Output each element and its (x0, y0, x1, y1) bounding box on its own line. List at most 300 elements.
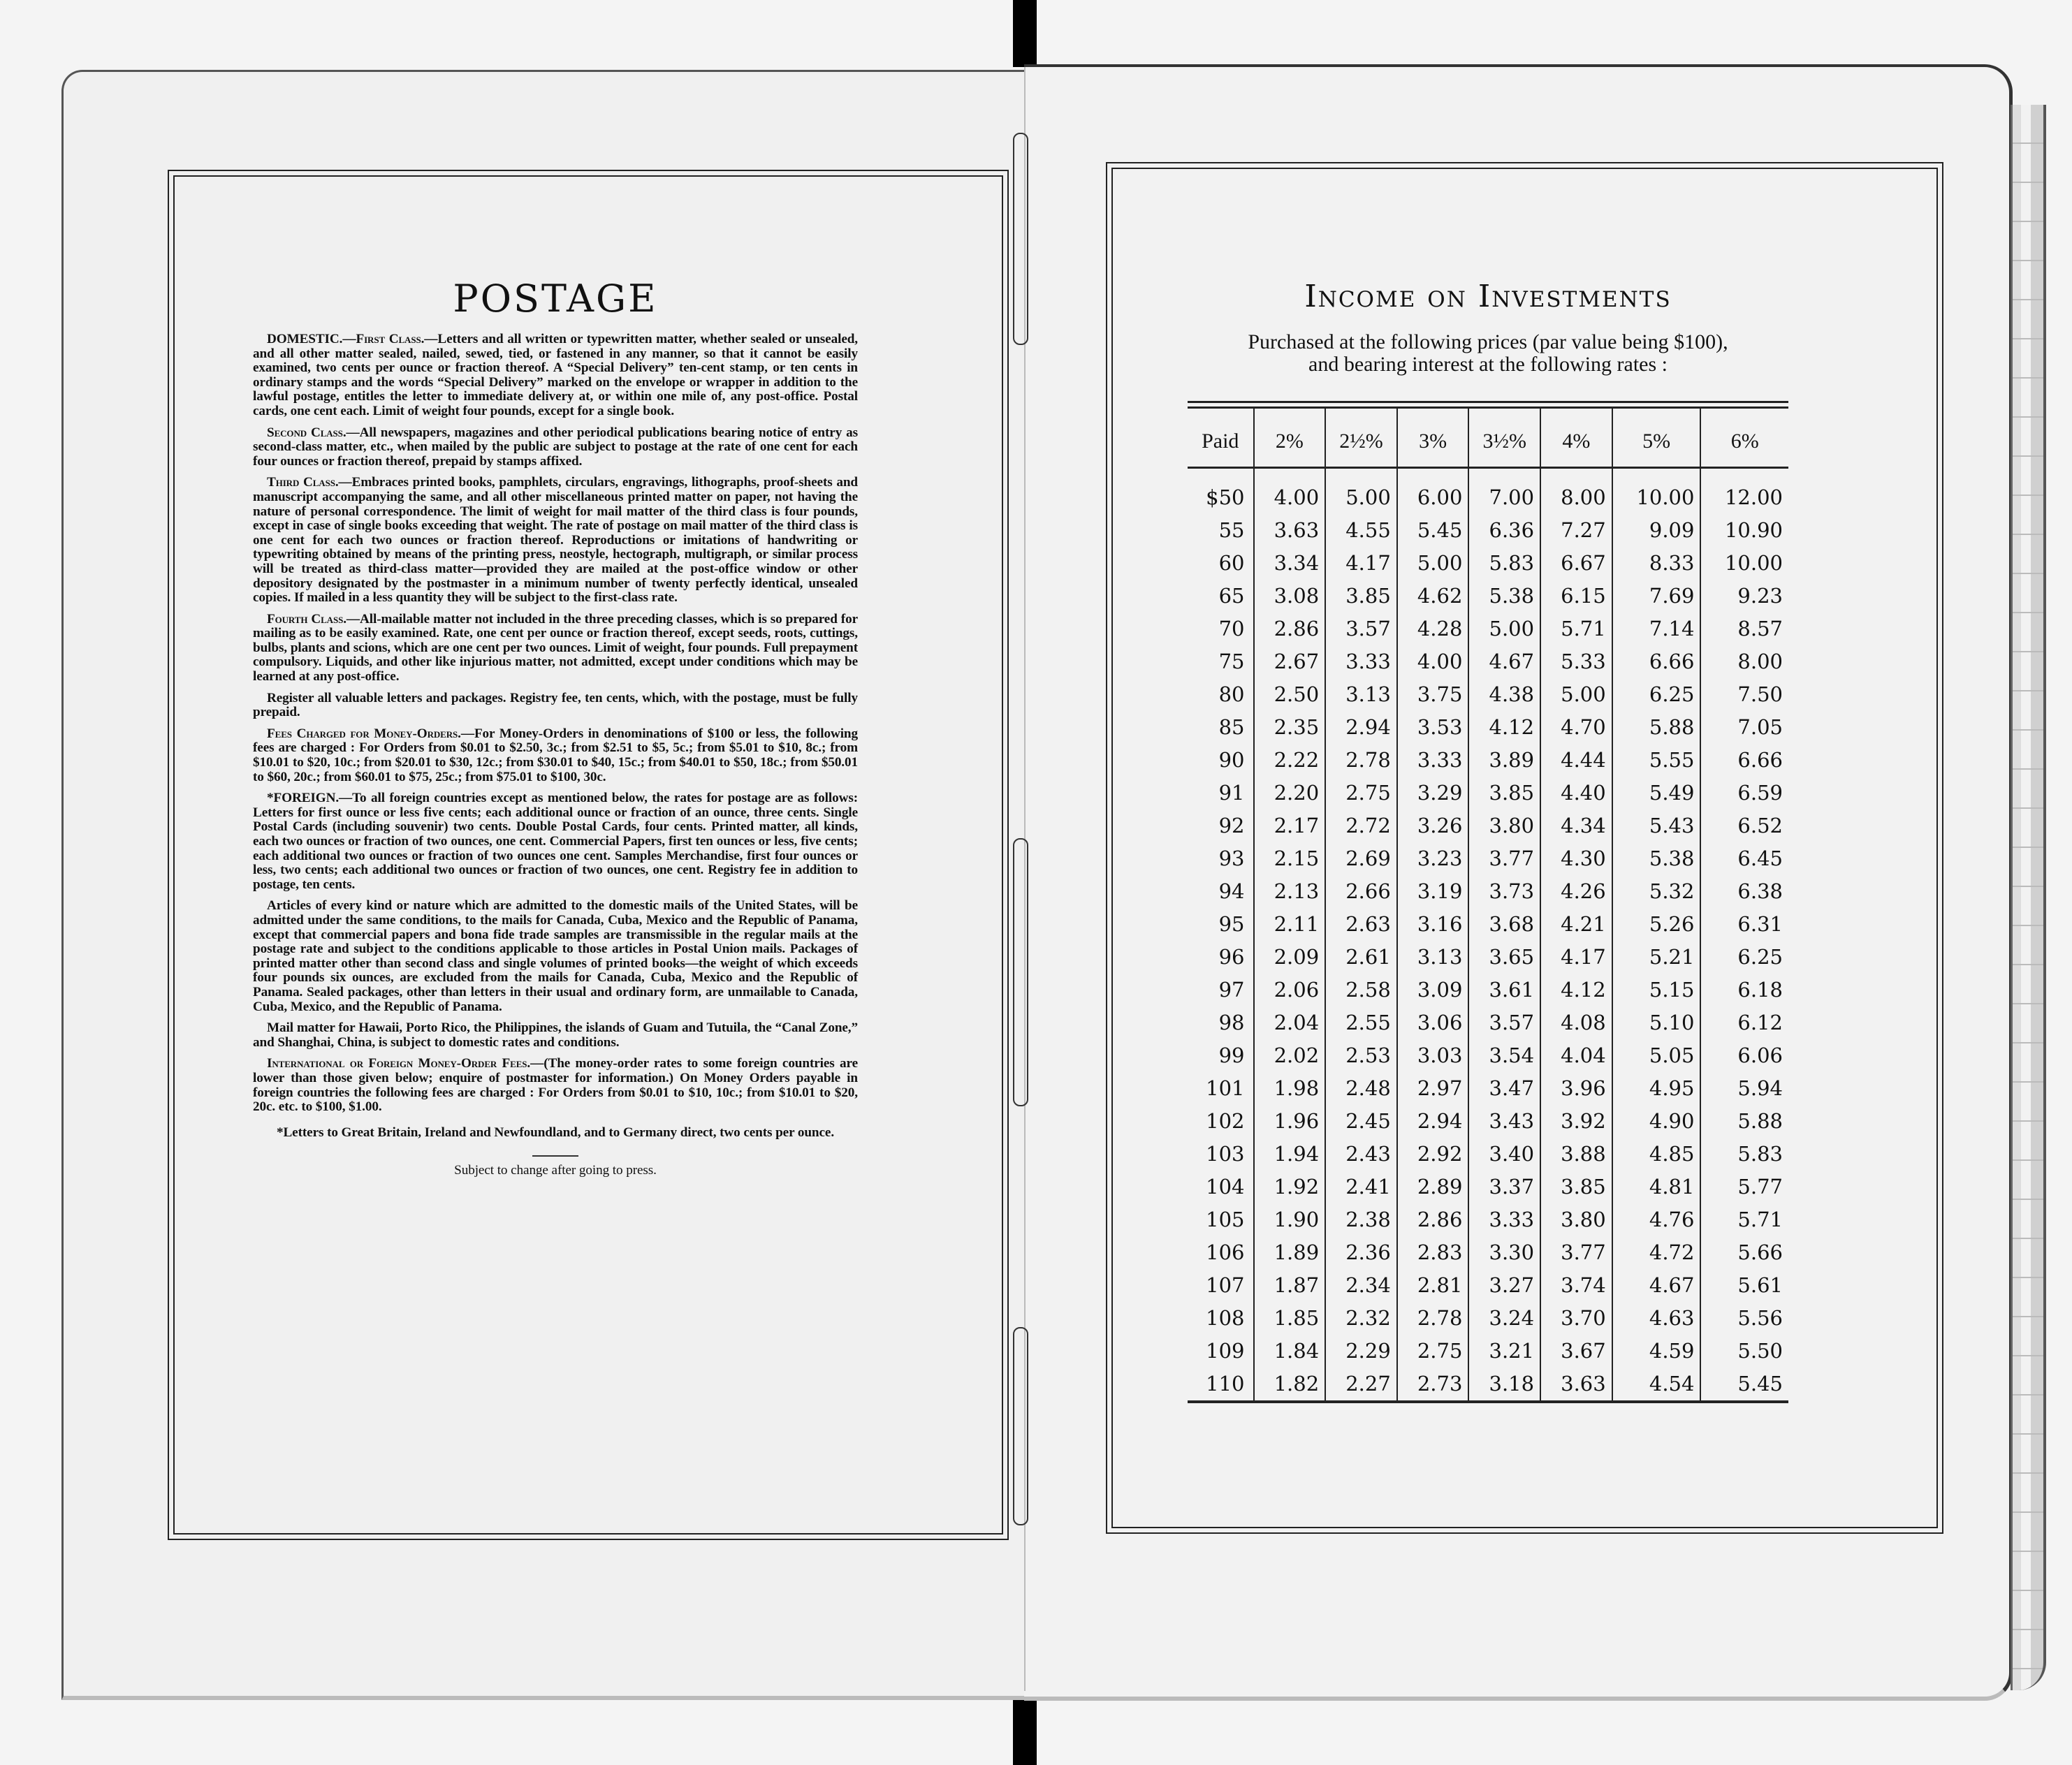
income-cell: 5.71 (1700, 1203, 1788, 1236)
price-paid-cell: 75 (1218, 650, 1245, 673)
income-cell: 3.65 (1468, 941, 1540, 974)
income-cell: 7.27 (1540, 514, 1612, 547)
income-cell: 4.21 (1540, 908, 1612, 941)
income-cell: 1.90 (1254, 1203, 1326, 1236)
postage-paragraph (253, 1021, 858, 1050)
income-cell: 6.45 (1700, 842, 1788, 875)
table-row (1188, 1039, 1788, 1072)
income-cell: 3.33 (1397, 744, 1469, 777)
postage-paragraph (253, 332, 858, 419)
income-cell: 7.05 (1700, 711, 1788, 744)
income-cell: 2.61 (1325, 941, 1397, 974)
income-cell: 5.32 (1612, 875, 1701, 908)
price-paid-cell: 102 (1206, 1109, 1245, 1133)
income-cell: 3.40 (1468, 1138, 1540, 1171)
income-cell: 5.15 (1612, 974, 1701, 1006)
income-cell: 6.12 (1700, 1006, 1788, 1039)
income-cell: 3.29 (1397, 777, 1469, 810)
page-edges (2011, 105, 2046, 1690)
table-row (1188, 974, 1788, 1006)
income-cell: 5.88 (1700, 1105, 1788, 1138)
income-cell: 2.86 (1397, 1203, 1469, 1236)
income-cell: 5.77 (1700, 1171, 1788, 1203)
income-cell: 5.43 (1612, 810, 1701, 842)
income-cell: 2.66 (1325, 875, 1397, 908)
income-cell: 2.72 (1325, 810, 1397, 842)
price-paid-cell: 55 (1218, 518, 1245, 542)
income-cell: 4.38 (1468, 678, 1540, 711)
income-cell: 3.16 (1397, 908, 1469, 941)
income-cell: 6.00 (1397, 468, 1469, 515)
income-cell: 6.06 (1700, 1039, 1788, 1072)
income-cell: 2.81 (1397, 1269, 1469, 1302)
income-cell: 2.38 (1325, 1203, 1397, 1236)
price-paid-cell: 96 (1218, 945, 1245, 969)
income-cell: 4.70 (1540, 711, 1612, 744)
table-row (1188, 1269, 1788, 1302)
table-row (1188, 1203, 1788, 1236)
income-cell: 2.22 (1254, 744, 1326, 777)
income-cell: 4.00 (1254, 468, 1326, 515)
income-cell: 5.66 (1700, 1236, 1788, 1269)
income-cell: 2.43 (1325, 1138, 1397, 1171)
income-cell: 2.89 (1397, 1171, 1469, 1203)
income-cell: 2.92 (1397, 1138, 1469, 1171)
price-paid-cell: $50 (1206, 485, 1245, 509)
income-cell: 5.45 (1397, 514, 1469, 547)
income-cell: 2.58 (1325, 974, 1397, 1006)
income-cell: 8.00 (1700, 645, 1788, 678)
income-cell: 9.09 (1612, 514, 1701, 547)
income-cell: 2.94 (1397, 1105, 1469, 1138)
income-cell: 4.04 (1540, 1039, 1612, 1072)
table-row (1188, 1006, 1788, 1039)
price-paid-cell: 95 (1218, 912, 1245, 936)
income-cell: 1.87 (1254, 1269, 1326, 1302)
paragraph-text: All newspapers, magazines and other periodical publications bearing notice of entry as second-class matter, etc., when mailed by the public are subject to postage at the rate of one cent for each four ounces or fraction thereof, prepaid by stamps affixed. (253, 425, 858, 469)
income-cell: 4.44 (1540, 744, 1612, 777)
income-cell: 5.38 (1468, 580, 1540, 613)
income-cell: 2.13 (1254, 875, 1326, 908)
income-table (1188, 409, 1788, 1400)
income-cell: 3.13 (1325, 678, 1397, 711)
income-cell: 6.25 (1700, 941, 1788, 974)
income-cell: 3.09 (1397, 974, 1469, 1006)
price-paid-cell: 103 (1206, 1142, 1245, 1166)
income-cell: 6.18 (1700, 974, 1788, 1006)
price-paid-cell: 109 (1206, 1339, 1245, 1363)
income-cell: 2.53 (1325, 1039, 1397, 1072)
postage-paragraph (253, 1057, 858, 1114)
divider (532, 1155, 578, 1157)
income-cell: 9.23 (1700, 580, 1788, 613)
income-cell: 1.98 (1254, 1072, 1326, 1105)
income-cell: 8.00 (1540, 468, 1612, 515)
income-cell: 2.97 (1397, 1072, 1469, 1105)
income-cell: 2.27 (1325, 1368, 1397, 1400)
income-cell: 4.85 (1612, 1138, 1701, 1171)
income-cell: 3.85 (1540, 1171, 1612, 1203)
income-cell: 4.62 (1397, 580, 1469, 613)
table-row (1188, 908, 1788, 941)
income-cell: 1.92 (1254, 1171, 1326, 1203)
income-cell: 3.18 (1468, 1368, 1540, 1400)
income-cell: 2.15 (1254, 842, 1326, 875)
income-cell: 3.74 (1540, 1269, 1612, 1302)
table-row (1188, 875, 1788, 908)
paragraph-lead: Fees Charged for Money-Orders.— (267, 726, 474, 741)
income-cell: 2.45 (1325, 1105, 1397, 1138)
income-cell: 3.96 (1540, 1072, 1612, 1105)
income-cell: 5.94 (1700, 1072, 1788, 1105)
income-cell: 2.78 (1397, 1302, 1469, 1335)
price-paid-cell: 104 (1206, 1175, 1245, 1199)
income-cell: 3.77 (1540, 1236, 1612, 1269)
income-cell: 3.85 (1468, 777, 1540, 810)
income-cell: 2.20 (1254, 777, 1326, 810)
income-cell: 2.73 (1397, 1368, 1469, 1400)
income-cell: 4.08 (1540, 1006, 1612, 1039)
income-cell: 2.63 (1325, 908, 1397, 941)
income-cell: 3.37 (1468, 1171, 1540, 1203)
income-cell: 5.21 (1612, 941, 1701, 974)
income-cell: 5.83 (1468, 547, 1540, 580)
income-cell: 4.17 (1325, 547, 1397, 580)
income-cell: 4.28 (1397, 613, 1469, 645)
income-cell: 5.61 (1700, 1269, 1788, 1302)
binding-tape-bottom (1013, 1692, 1037, 1765)
price-paid-cell: 108 (1206, 1306, 1245, 1330)
table-row (1188, 1368, 1788, 1400)
table-row (1188, 744, 1788, 777)
binding-stitch (1013, 133, 1028, 345)
postage-title: POSTAGE (453, 277, 658, 321)
income-cell: 2.09 (1254, 941, 1326, 974)
income-cell: 5.50 (1700, 1335, 1788, 1368)
price-paid-cell: 105 (1206, 1208, 1245, 1231)
table-row (1188, 1335, 1788, 1368)
income-cell: 2.36 (1325, 1236, 1397, 1269)
income-cell: 3.53 (1397, 711, 1469, 744)
income-cell: 1.85 (1254, 1302, 1326, 1335)
income-cell: 2.29 (1325, 1335, 1397, 1368)
income-cell: 4.54 (1612, 1368, 1701, 1400)
income-cell: 1.84 (1254, 1335, 1326, 1368)
postage-paragraph (253, 899, 858, 1014)
income-cell: 2.75 (1325, 777, 1397, 810)
income-cell: 5.45 (1700, 1368, 1788, 1400)
paragraph-text: Register all valuable letters and packages. Registry fee, ten cents, which, with the postage, must be fully prepaid. (253, 690, 858, 720)
income-cell: 4.76 (1612, 1203, 1701, 1236)
income-cell: 2.32 (1325, 1302, 1397, 1335)
income-cell: 3.63 (1540, 1368, 1612, 1400)
income-cell: 3.26 (1397, 810, 1469, 842)
income-cell: 5.56 (1700, 1302, 1788, 1335)
table-row (1188, 842, 1788, 875)
column-header-rate: 2% (1254, 409, 1326, 468)
income-cell: 3.70 (1540, 1302, 1612, 1335)
paragraph-text: For Money-Orders in denominations of $100 or less, the following fees are charged : For Orders from $0.01 to $2.50, 3c.; from $2.51 to $5, 5c.; from $5.01 to $10, 8c.; from $10.01 to $20, 10c.; from $20.01 to $30, 12c.; from $30.01 to $40, 15c.; from $40.01 to $50, 18c.; from $50.01 to $60, 20c.; from $60.01 to $75, 25c.; from $75.01 to $100, 30c. (253, 726, 858, 784)
income-cell: 3.67 (1540, 1335, 1612, 1368)
income-cell: 2.94 (1325, 711, 1397, 744)
income-cell: 3.13 (1397, 941, 1469, 974)
price-paid-cell: 97 (1218, 978, 1245, 1002)
income-cell: 3.63 (1254, 514, 1326, 547)
income-cell: 4.55 (1325, 514, 1397, 547)
income-cell: 4.12 (1540, 974, 1612, 1006)
income-cell: 4.34 (1540, 810, 1612, 842)
income-section (1188, 279, 1788, 1403)
income-cell: 3.85 (1325, 580, 1397, 613)
income-cell: 1.82 (1254, 1368, 1326, 1400)
income-cell: 5.38 (1612, 842, 1701, 875)
column-header-rate: 5% (1612, 409, 1701, 468)
income-cell: 6.38 (1700, 875, 1788, 908)
price-paid-cell: 85 (1218, 715, 1245, 739)
income-cell: 6.59 (1700, 777, 1788, 810)
income-cell: 2.06 (1254, 974, 1326, 1006)
income-cell: 4.67 (1468, 645, 1540, 678)
table-top-rule (1188, 401, 1788, 409)
income-cell: 4.90 (1612, 1105, 1701, 1138)
price-paid-cell: 92 (1218, 814, 1245, 837)
income-cell: 4.00 (1397, 645, 1469, 678)
postage-paragraphs (253, 332, 858, 1115)
income-cell: 5.88 (1612, 711, 1701, 744)
income-cell: 3.03 (1397, 1039, 1469, 1072)
income-cell: 4.17 (1540, 941, 1612, 974)
paragraph-text: Letters and all written or typewritten matter, whether sealed or unsealed, and all other matter sealed, nailed, sewed, tied, or fastened in any manner, so that it cannot be easily examined, two cents per ounce or fraction thereof. A “Special Delivery” ten-cent stamp, or ten cents in ordinary stamps and the words “Special Delivery” marked on the envelope or wrapper in addition to the lawful postage, entitles the letter to immediate delivery at, or within one mile of, any post-office. Postal cards, one cent each. Limit of weight four pounds, except for a single book. (253, 332, 858, 418)
table-row (1188, 1072, 1788, 1105)
income-cell: 2.48 (1325, 1072, 1397, 1105)
column-header-rate: 3½% (1468, 409, 1540, 468)
income-cell: 10.00 (1612, 468, 1701, 515)
table-row (1188, 1138, 1788, 1171)
column-header-paid: Paid (1188, 409, 1254, 468)
income-cell: 4.81 (1612, 1171, 1701, 1203)
postage-paragraph (253, 476, 858, 605)
income-cell: 5.55 (1612, 744, 1701, 777)
income-cell: 8.33 (1612, 547, 1701, 580)
paragraph-text: Embraces printed books, pamphlets, circulars, engravings, lithographs, proof-sheets and manuscript accompanying the same, and all other miscellaneous printed matter on paper, not having the nature of personal correspondence. The limit of weight for mail matter of the third class is four pounds, except in case of single books exceeding that weight. The rate of postage on mail matter of the third class is one cent for each two ounces or fraction thereof. Reproductions or imitations of handwriting or typewriting obtained by means of the printing press, neostyle, hectograph, multigraph, or similar process will be treated as third-class matter—provided they are mailed at the post-office window or other depository designated by the postmaster in a minimum number of twenty perfectly identical, unsealed copies. If mailed in a less quantity they will be subject to the first-class rate. (253, 475, 858, 606)
paragraph-lead: Second Class.— (267, 425, 360, 440)
income-cell: 1.89 (1254, 1236, 1326, 1269)
table-row (1188, 711, 1788, 744)
price-paid-cell: 98 (1218, 1011, 1245, 1034)
income-cell: 6.66 (1612, 645, 1701, 678)
income-cell: 2.17 (1254, 810, 1326, 842)
income-cell: 6.36 (1468, 514, 1540, 547)
income-subtitle (1188, 331, 1788, 376)
income-cell: 3.33 (1468, 1203, 1540, 1236)
income-cell: 2.69 (1325, 842, 1397, 875)
income-subtitle-line1: Purchased at the following prices (par value being $100), (1248, 330, 1728, 353)
income-cell: 10.90 (1700, 514, 1788, 547)
income-cell: 5.00 (1397, 547, 1469, 580)
income-cell: 5.05 (1612, 1039, 1701, 1072)
price-paid-cell: 110 (1206, 1372, 1245, 1396)
paragraph-lead: DOMESTIC.—First Class.— (267, 332, 438, 346)
income-cell: 2.11 (1254, 908, 1326, 941)
column-header-rate: 3% (1397, 409, 1469, 468)
postage-paragraph (253, 691, 858, 720)
postage-footnote: *Letters to Great Britain, Ireland and Newfoundland, and to Germany direct, two cents per ounce. (276, 1125, 835, 1140)
price-paid-cell: 80 (1218, 682, 1245, 706)
table-row (1188, 1236, 1788, 1269)
paragraph-text: Mail matter for Hawaii, Porto Rico, the Philippines, the islands of Guam and Tutuila, the “Canal Zone,” and Shanghai, China, is subject to domestic rates and conditions. (253, 1020, 858, 1050)
income-cell: 5.00 (1540, 678, 1612, 711)
income-cell: 3.08 (1254, 580, 1326, 613)
income-cell: 3.54 (1468, 1039, 1540, 1072)
income-cell: 3.19 (1397, 875, 1469, 908)
income-cell: 7.50 (1700, 678, 1788, 711)
income-cell: 3.47 (1468, 1072, 1540, 1105)
income-cell: 2.67 (1254, 645, 1326, 678)
paragraph-text: (The money-order rates to some foreign countries are lower than those given below; enquire of postmaster for information.) On Money Orders payable in foreign countries the following fees are charged : For Orders from $0.01 to $10, 10c.; from $10.01 to $20, 20c. etc. to $100, $1.00. (253, 1056, 859, 1115)
table-row (1188, 1105, 1788, 1138)
income-cell: 6.25 (1612, 678, 1701, 711)
postage-paragraph (253, 613, 858, 684)
paragraph-text: *FOREIGN.—To all foreign countries except as mentioned below, the rates for postage are as follows: Letters for first ounce or less five cents; each additional ounce or fraction of an ounce, three cents. Single Postal Cards (including souvenir) two cents. Double Postal Cards, four cents. Printed matter, all kinds, each two ounces or fraction of two ounces, one cent. Commercial Papers, first ten ounces or less, five cents; each additional two ounces or fraction of two ounces one cent. Samples Merchandise, first four ounces or less, two cents; each additional two ounces or fraction of two ounces, one cent. Registry fee in addition to postage, ten cents. (253, 791, 858, 892)
income-cell: 6.66 (1700, 744, 1788, 777)
income-cell: 4.67 (1612, 1269, 1701, 1302)
income-cell: 3.92 (1540, 1105, 1612, 1138)
income-cell: 8.57 (1700, 613, 1788, 645)
column-header-rate: 4% (1540, 409, 1612, 468)
income-cell: 4.72 (1612, 1236, 1701, 1269)
income-cell: 4.12 (1468, 711, 1540, 744)
paragraph-text: All-mailable matter not included in the three preceding classes, which is so prepared for mailing as to be easily examined. Rate, one cent per ounce or fraction thereof, except seeds, roots, cuttings, bulbs, plants and scions, which are one cent per two ounces. Limit of weight, four pounds. Full prepayment compulsory. Liquids, and other like injurious matter, not admitted, except under conditions which may be learned at any post-office. (253, 611, 858, 684)
income-cell: 3.30 (1468, 1236, 1540, 1269)
table-row (1188, 1171, 1788, 1203)
price-paid-cell: 101 (1206, 1076, 1245, 1100)
income-cell: 2.02 (1254, 1039, 1326, 1072)
price-paid-cell: 65 (1218, 584, 1245, 608)
income-cell: 2.78 (1325, 744, 1397, 777)
income-cell: 2.34 (1325, 1269, 1397, 1302)
income-cell: 5.83 (1700, 1138, 1788, 1171)
table-row (1188, 941, 1788, 974)
income-cell: 5.10 (1612, 1006, 1701, 1039)
price-paid-cell: 90 (1218, 748, 1245, 772)
income-cell: 1.96 (1254, 1105, 1326, 1138)
income-cell: 6.67 (1540, 547, 1612, 580)
income-cell: 3.61 (1468, 974, 1540, 1006)
income-cell: 2.83 (1397, 1236, 1469, 1269)
income-cell: 4.30 (1540, 842, 1612, 875)
income-cell: 12.00 (1700, 468, 1788, 515)
income-cell: 3.57 (1468, 1006, 1540, 1039)
income-cell: 3.27 (1468, 1269, 1540, 1302)
paragraph-text: Articles of every kind or nature which are admitted to the domestic mails of the United States, will be admitted under the same conditions, to the mails for Canada, Cuba, Mexico and the Republic of Panama, except that commercial papers and bona fide trade samples are transmissible in the regular mails at the postage rate and subject to the conditions applicable to those articles in Postal Union mails. Packages of printed matter other than second class and single volumes of printed books—the weight of which exceeds four pounds six ounces, are excluded from the mails for Canada, Cuba, Mexico and the Republic of Panama. Sealed packages, other than letters in their usual and ordinary form, are unmailable to Canada, Cuba, Mexico, and the Republic of Panama. (253, 898, 858, 1014)
binding-stitch (1013, 1327, 1028, 1525)
income-cell: 2.04 (1254, 1006, 1326, 1039)
price-paid-cell: 107 (1206, 1273, 1245, 1297)
subject-to-change-note: Subject to change after going to press. (454, 1163, 657, 1178)
income-cell: 1.94 (1254, 1138, 1326, 1171)
income-cell: 3.23 (1397, 842, 1469, 875)
binding-stitch (1013, 838, 1028, 1106)
income-cell: 10.00 (1700, 547, 1788, 580)
column-header-rate: 6% (1700, 409, 1788, 468)
income-cell: 6.15 (1540, 580, 1612, 613)
paragraph-lead: International or Foreign Money-Order Fees.— (267, 1056, 544, 1071)
income-cell: 5.49 (1612, 777, 1701, 810)
income-cell: 3.21 (1468, 1335, 1540, 1368)
table-row (1188, 777, 1788, 810)
table-bottom-rule (1188, 1400, 1788, 1403)
income-cell: 4.59 (1612, 1335, 1701, 1368)
income-cell: 7.14 (1612, 613, 1701, 645)
income-cell: 5.26 (1612, 908, 1701, 941)
income-cell: 3.06 (1397, 1006, 1469, 1039)
income-cell: 2.75 (1397, 1335, 1469, 1368)
price-paid-cell: 93 (1218, 847, 1245, 870)
column-header-rate: 2½% (1325, 409, 1397, 468)
table-row (1188, 514, 1788, 547)
income-cell: 3.33 (1325, 645, 1397, 678)
income-cell: 3.43 (1468, 1105, 1540, 1138)
income-cell: 2.55 (1325, 1006, 1397, 1039)
income-cell: 3.80 (1540, 1203, 1612, 1236)
table-row (1188, 645, 1788, 678)
table-row (1188, 547, 1788, 580)
income-cell: 5.71 (1540, 613, 1612, 645)
paragraph-lead: Third Class.— (267, 475, 352, 490)
income-cell: 6.52 (1700, 810, 1788, 842)
income-cell: 3.24 (1468, 1302, 1540, 1335)
income-cell: 3.73 (1468, 875, 1540, 908)
income-cell: 3.57 (1325, 613, 1397, 645)
binding-tape-top (1013, 0, 1037, 67)
table-row (1188, 613, 1788, 645)
income-cell: 3.80 (1468, 810, 1540, 842)
table-row (1188, 1302, 1788, 1335)
income-cell: 2.86 (1254, 613, 1326, 645)
price-paid-cell: 60 (1218, 551, 1245, 575)
table-row (1188, 468, 1788, 515)
income-cell: 4.40 (1540, 777, 1612, 810)
postage-paragraph (253, 791, 858, 892)
table-row (1188, 580, 1788, 613)
income-cell: 4.26 (1540, 875, 1612, 908)
income-subtitle-line2: and bearing interest at the following rates : (1308, 353, 1668, 376)
income-cell: 2.41 (1325, 1171, 1397, 1203)
income-cell: 3.88 (1540, 1138, 1612, 1171)
income-cell: 6.31 (1700, 908, 1788, 941)
table-header-row (1188, 409, 1788, 468)
postage-paragraph (253, 727, 858, 784)
table-row (1188, 678, 1788, 711)
table-row (1188, 810, 1788, 842)
income-cell: 3.68 (1468, 908, 1540, 941)
postage-section (253, 278, 858, 1185)
income-cell: 7.69 (1612, 580, 1701, 613)
income-cell: 7.00 (1468, 468, 1540, 515)
income-cell: 5.00 (1468, 613, 1540, 645)
income-cell: 4.63 (1612, 1302, 1701, 1335)
price-paid-cell: 70 (1218, 617, 1245, 640)
income-cell: 4.95 (1612, 1072, 1701, 1105)
paragraph-lead: Fourth Class.— (267, 611, 360, 627)
price-paid-cell: 99 (1218, 1043, 1245, 1067)
price-paid-cell: 106 (1206, 1240, 1245, 1264)
income-cell: 3.89 (1468, 744, 1540, 777)
income-cell: 5.33 (1540, 645, 1612, 678)
income-cell: 2.35 (1254, 711, 1326, 744)
postage-paragraph (253, 426, 858, 469)
price-paid-cell: 94 (1218, 879, 1245, 903)
